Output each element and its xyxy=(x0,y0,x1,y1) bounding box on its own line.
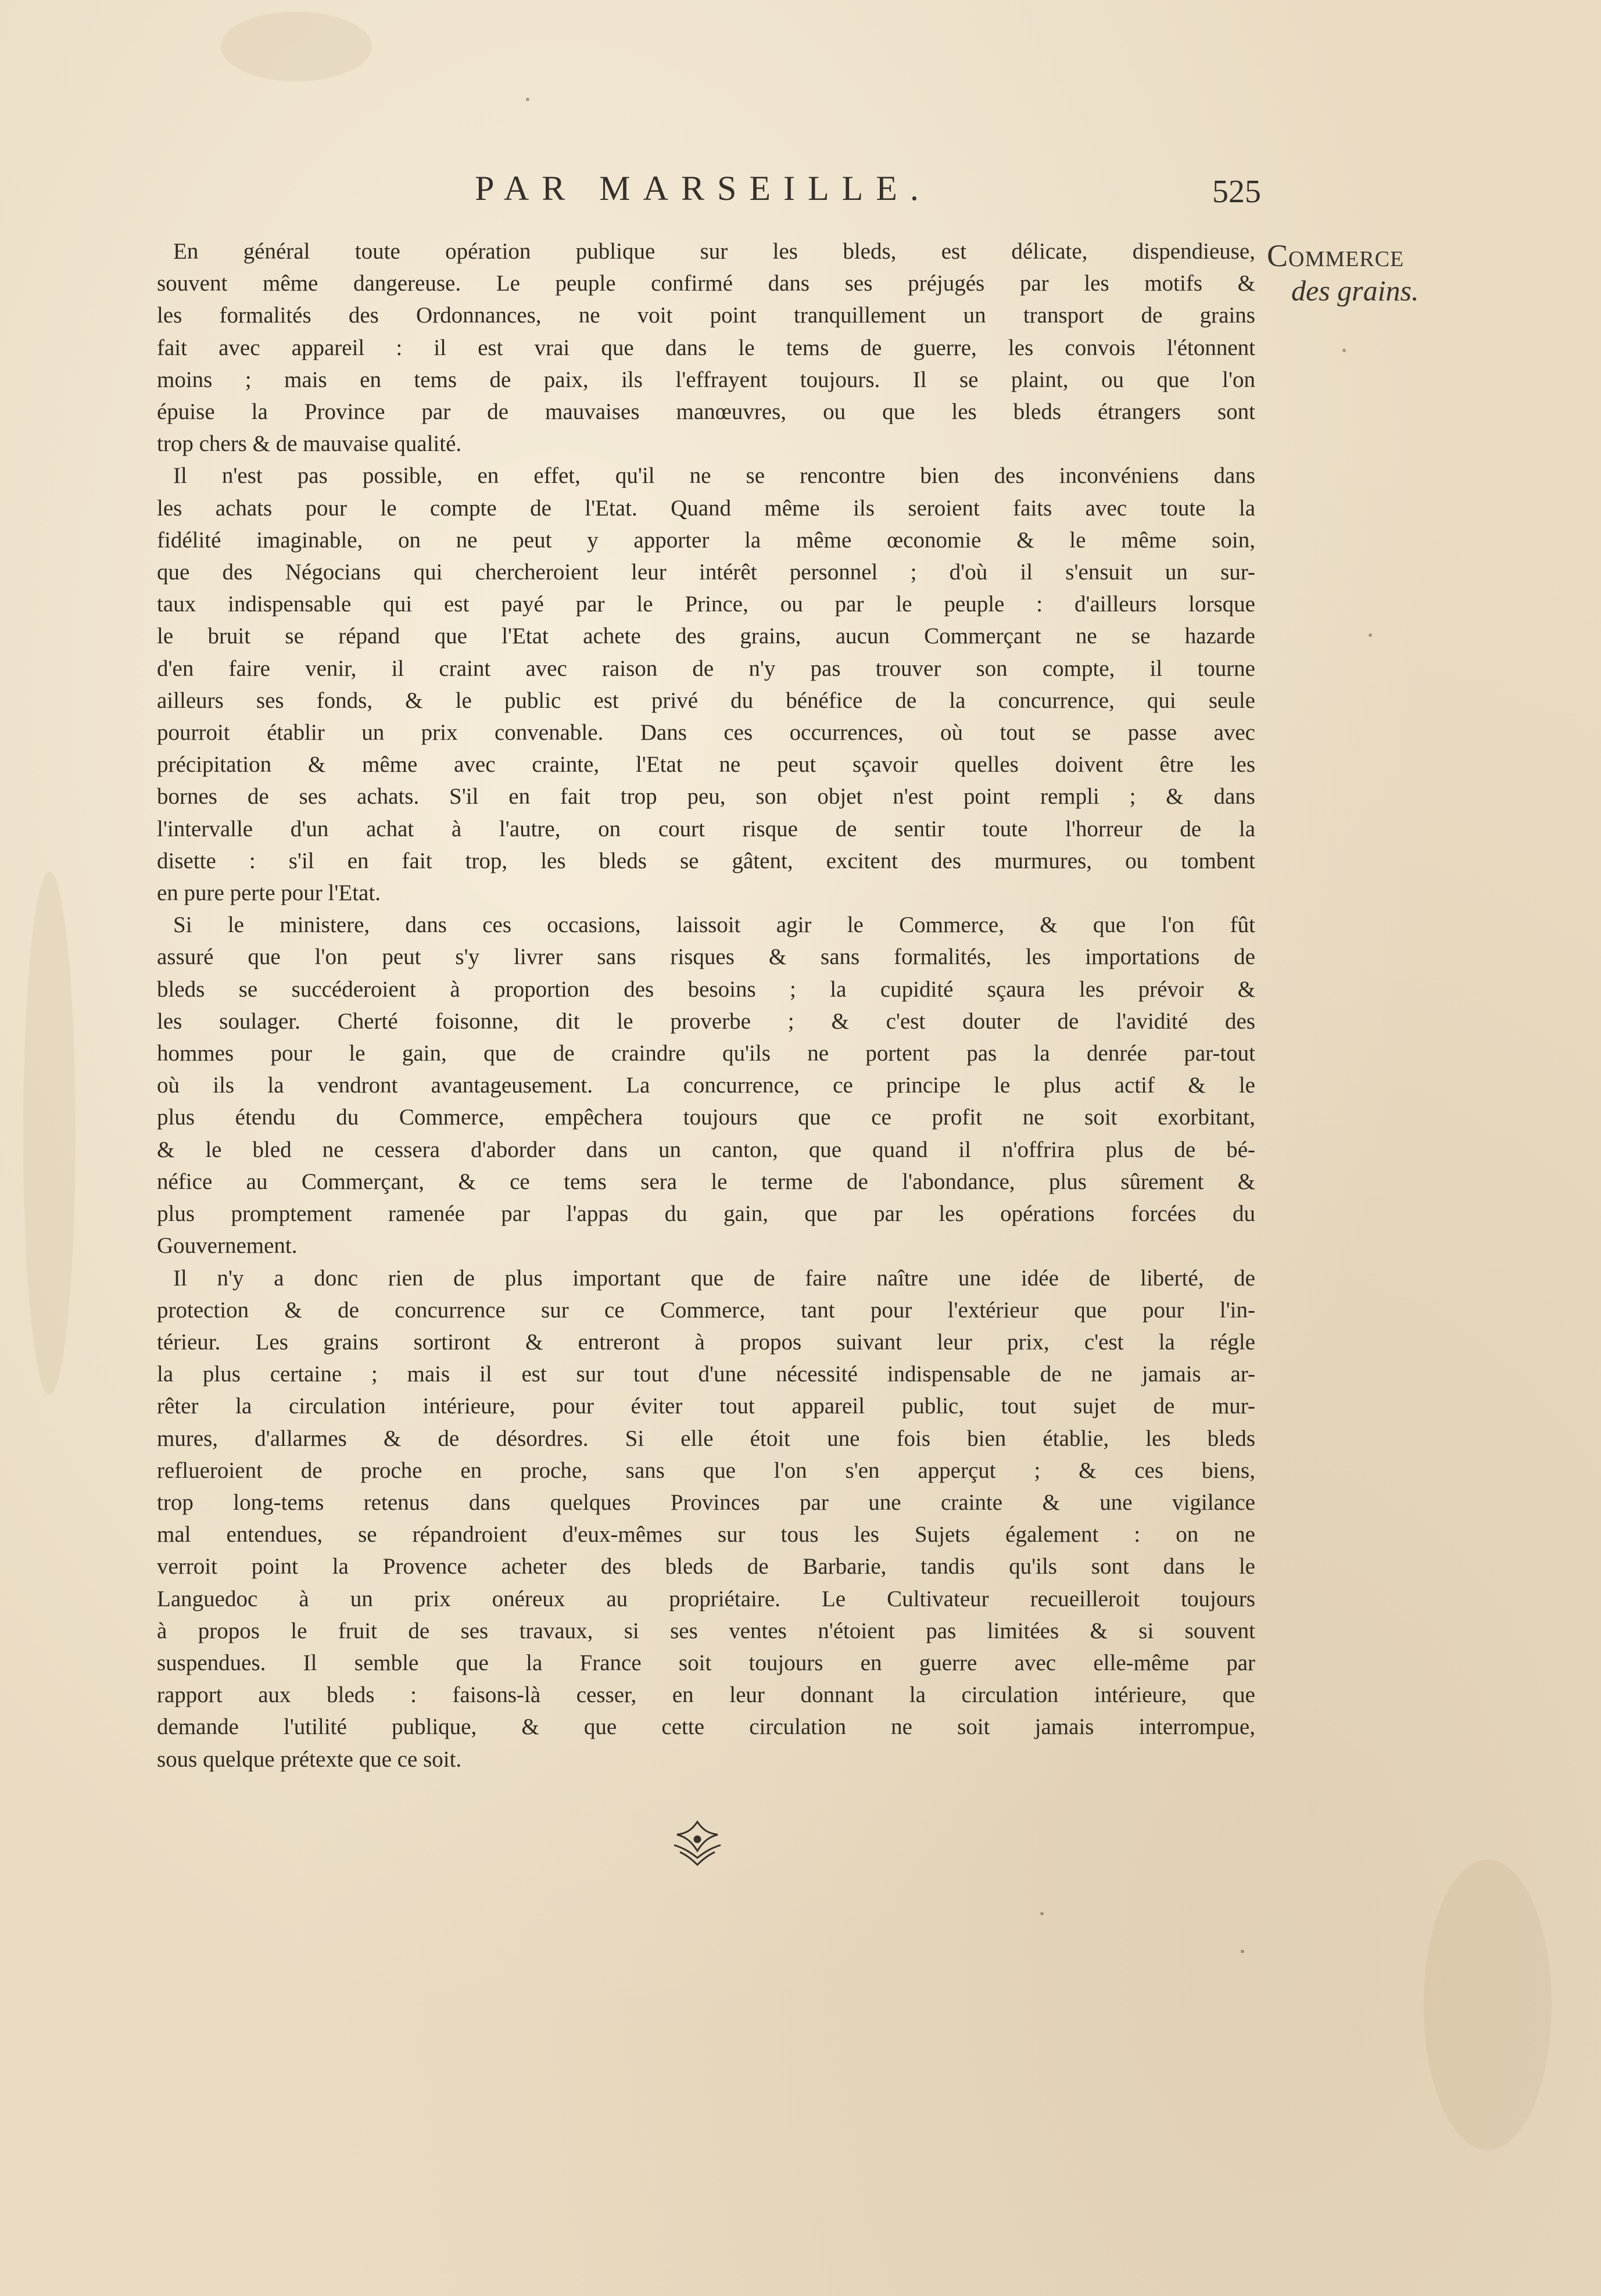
text-line: mures, d'allarmes & de désordres. Si elle étoit une fois bien établie, les bleds xyxy=(157,1425,1255,1451)
text-line: rapport aux bleds : faisons-là cesser, en leur donnant la circulation intérieure, que xyxy=(157,1682,1255,1708)
paper-stain xyxy=(1424,1860,1552,2150)
text-line: les achats pour le compte de l'Etat. Quand même ils seroient faits avec toute la xyxy=(157,495,1255,521)
text-line: Si le ministere, dans ces occasions, laissoit agir le Commerce, & que l'on fût xyxy=(173,912,1255,938)
text-line: trop chers & de mauvaise qualité. xyxy=(157,431,462,457)
text-line: épuise la Province par de mauvaises manœuvres, ou que les bleds étrangers sont xyxy=(157,399,1255,425)
text-line: sous quelque prétexte que ce soit. xyxy=(157,1746,462,1772)
text-line: térieur. Les grains sortiront & entreront à propos suivant leur prix, c'est la régle xyxy=(157,1329,1255,1355)
text-line: l'intervalle d'un achat à l'autre, on court risque de sentir toute l'horreur de la xyxy=(157,816,1255,841)
text-line: Languedoc à un prix onéreux au propriétaire. Le Cultivateur recueilleroit toujours xyxy=(157,1586,1255,1611)
paper-speck xyxy=(1241,1950,1244,1953)
text-line: le bruit se répand que l'Etat achete des grains, aucun Commerçant ne se hazarde xyxy=(157,624,1255,649)
paragraph xyxy=(157,1262,1255,1775)
text-line: protection & de concurrence sur ce Commerce, tant pour l'extérieur que pour l'in- xyxy=(157,1297,1255,1323)
text-line: souvent même dangereuse. Le peuple confirmé dans ses préjugés par les motifs & xyxy=(157,271,1255,296)
paper-speck xyxy=(1040,1912,1044,1915)
text-line: bleds se succéderoient à proportion des besoins ; la cupidité sçaura les prévoir & xyxy=(157,976,1255,1002)
text-line: Il n'y a donc rien de plus important que de faire naître une idée de liberté, de xyxy=(173,1265,1255,1291)
text-line: ailleurs ses fonds, & le public est privé du bénéfice de la concurrence, qui seule xyxy=(157,687,1255,713)
text-line: En général toute opération publique sur les bleds, est délicate, dispendieuse, xyxy=(173,239,1255,264)
margin-note-line1: Commerce xyxy=(1267,238,1405,273)
margin-note-line2: des grains. xyxy=(1291,274,1419,307)
paper-stain xyxy=(221,12,372,81)
text-line: rêter la circulation intérieure, pour éviter tout appareil public, tout sujet de mur- xyxy=(157,1394,1255,1419)
text-line: en pure perte pour l'Etat. xyxy=(157,880,381,906)
paper-speck xyxy=(1369,633,1372,637)
text-line: bornes de ses achats. S'il en fait trop peu, son objet n'est point rempli ; & dans xyxy=(157,784,1255,809)
paragraph xyxy=(157,235,1255,460)
text-line: les formalités des Ordonnances, ne voit point tranquillement un transport de grains xyxy=(157,303,1255,328)
paper-speck xyxy=(526,98,529,101)
paper-stain xyxy=(23,872,76,1395)
paper-speck xyxy=(1342,349,1346,352)
text-line: disette : s'il en fait trop, les bleds se gâtent, excitent des murmures, ou tombent xyxy=(157,848,1255,873)
text-line: plus promptement ramenée par l'appas du gain, que par les opérations forcées du xyxy=(157,1201,1255,1227)
text-line: les soulager. Cherté foisonne, dit le proverbe ; & c'est douter de l'avidité des xyxy=(157,1008,1255,1034)
margin-note xyxy=(1267,238,1459,308)
text-line: plus étendu du Commerce, empêchera toujours que ce profit ne soit exorbitant, xyxy=(157,1105,1255,1130)
text-line: à propos le fruit de ses travaux, si ses ventes n'étoient pas limitées & si souvent xyxy=(157,1618,1255,1643)
paragraph xyxy=(157,909,1255,1262)
text-line: suspendues. Il semble que la France soit toujours en guerre avec elle-même par xyxy=(157,1650,1255,1675)
text-line: fidélité imaginable, on ne peut y apporter la même œconomie & le même soin, xyxy=(157,527,1255,553)
paragraph xyxy=(157,460,1255,909)
text-line: & le bled ne cessera d'aborder dans un canton, que quand il n'offrira plus de bé- xyxy=(157,1137,1255,1162)
text-line: moins ; mais en tems de paix, ils l'effrayent toujours. Il se plaint, ou que l'on xyxy=(157,367,1255,392)
text-line: trop long-tems retenus dans quelques Provinces par une crainte & une vigilance xyxy=(157,1489,1255,1515)
text-line: taux indispensable qui est payé par le Prince, ou par le peuple : d'ailleurs lorsque xyxy=(157,592,1255,617)
text-line: fait avec appareil : il est vrai que dans le tems de guerre, les convois l'étonnent xyxy=(157,335,1255,360)
text-line: Gouvernement. xyxy=(157,1233,298,1259)
text-line: reflueroient de proche en proche, sans que l'on s'en apperçut ; & ces biens, xyxy=(157,1457,1255,1483)
text-line: Il n'est pas possible, en effet, qu'il ne se rencontre bien des inconvéniens dans xyxy=(173,463,1255,489)
page-number: 525 xyxy=(1212,174,1261,210)
fleuron-ornament-icon xyxy=(662,1816,732,1868)
text-line: mal entendues, se répandroient d'eux-mêmes sur tous les Sujets également : on ne xyxy=(157,1522,1255,1548)
text-line: néfice au Commerçant, & ce tems sera le terme de l'abondance, plus sûrement & xyxy=(157,1169,1255,1194)
running-head: PAR MARSEILLE. xyxy=(475,169,932,207)
text-line: où ils la vendront avantageusement. La concurrence, ce principe le plus actif & le xyxy=(157,1073,1255,1098)
text-column xyxy=(157,235,1255,1775)
text-line: d'en faire venir, il craint avec raison de n'y pas trouver son compte, il tourne xyxy=(157,656,1255,681)
text-line: demande l'utilité publique, & que cette circulation ne soit jamais interrompue, xyxy=(157,1714,1255,1740)
text-line: que des Négocians qui chercheroient leur intérêt personnel ; d'où il s'ensuit un sur- xyxy=(157,560,1255,585)
text-line: hommes pour le gain, que de craindre qu'ils ne portent pas la denrée par-tout xyxy=(157,1041,1255,1066)
text-line: précipitation & même avec crainte, l'Etat ne peut sçavoir quelles doivent être les xyxy=(157,752,1255,778)
text-line: la plus certaine ; mais il est sur tout d'une nécessité indispensable de ne jamais ar- xyxy=(157,1362,1255,1387)
text-line: pourroit établir un prix convenable. Dans ces occurrences, où tout se passe avec xyxy=(157,720,1255,746)
text-line: verroit point la Provence acheter des bleds de Barbarie, tandis qu'ils sont dans le xyxy=(157,1554,1255,1579)
text-line: assuré que l'on peut s'y livrer sans risques & sans formalités, les importations de xyxy=(157,944,1255,970)
